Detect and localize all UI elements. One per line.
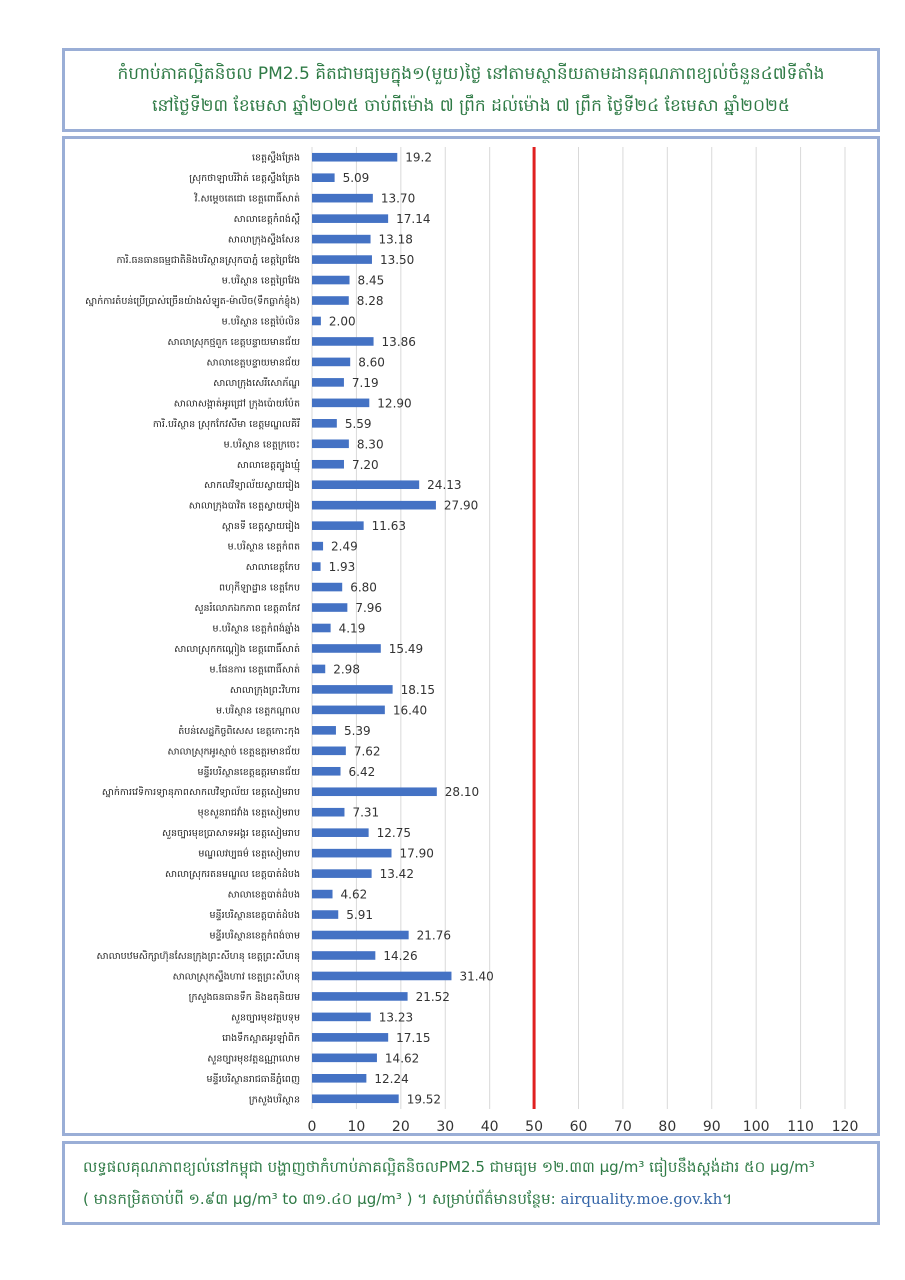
bar: [312, 910, 338, 919]
category-label: ស្រុកថាឡាបរិវ៉ាត់ ខេត្តស្ទឹងត្រែង: [189, 173, 300, 185]
data-label: 27.90: [443, 498, 479, 513]
bar: [312, 1033, 388, 1042]
bar: [312, 624, 331, 633]
bar: [312, 1013, 371, 1022]
bar: [312, 767, 341, 776]
data-label: 2.98: [333, 662, 360, 677]
bar: [312, 849, 392, 858]
data-label: 13.42: [379, 867, 414, 882]
category-label: សួនច្បារមុខវត្តឧណ្ណាលោម: [207, 1053, 300, 1065]
data-label: 8.45: [357, 273, 385, 288]
category-label: ម.បរិស្ថាន ខេត្តព្រៃវែង: [221, 275, 300, 287]
bar: [312, 153, 397, 162]
category-label: សួនច្បារមុខវត្តបទុម: [230, 1012, 300, 1024]
data-label: 7.20: [351, 457, 379, 472]
bar: [312, 603, 347, 612]
bar: [312, 583, 342, 592]
bar: [312, 951, 375, 960]
bar: [312, 1054, 377, 1063]
chart-title-box: [62, 48, 880, 132]
summary-line-1: លទ្ធផលគុណភាពខ្យល់នៅកម្ពុជា បង្ហាញថាកំហាប់ភាគល្អិតនិចលPM2.5 ជាមធ្យម ១២.៣៣ µg/m³ ធៀបនឹងស្តង់ដារ ៥០ µg/m³: [83, 1158, 815, 1176]
bar: [312, 439, 349, 448]
category-label: ការិ.បរិស្ថាន ស្រុកកែវសីមា ខេត្តមណ្ឌលគិរី: [152, 418, 300, 430]
summary-box: [62, 1141, 880, 1225]
bar: [312, 317, 321, 326]
bar: [312, 869, 372, 878]
category-label: សាលាក្រុងព្រះវិហារ: [229, 684, 300, 696]
data-label: 5.09: [342, 171, 370, 186]
bar: [312, 1094, 399, 1103]
bar: [312, 214, 388, 223]
bar: [312, 276, 350, 285]
data-label: 4.62: [340, 887, 368, 902]
category-label: សាលាសង្កាត់អូរជ្រៅ ក្រុងប៉ោយប៉ែត: [173, 398, 300, 410]
x-tick-label: 50: [525, 1119, 543, 1133]
x-tick-label: 110: [787, 1119, 814, 1133]
bar: [312, 235, 371, 244]
data-label: 11.63: [371, 519, 407, 534]
category-label: ម.បរិស្ថាន ខេត្តកំពង់ឆ្នាំង: [212, 623, 300, 635]
bar: [312, 726, 336, 735]
bar: [312, 501, 436, 510]
category-label: សាលាខេត្តកែប: [245, 562, 300, 574]
bar: [312, 378, 344, 387]
category-label: សាលាក្រុងបាវិត ខេត្តស្វាយរៀង: [188, 500, 300, 512]
category-label: សាលាស្រុកថ្មពួក ខេត្តបន្ទាយមានជ័យ: [167, 336, 300, 348]
category-label: ម.បរិស្ថាន ខេត្តក្រចេះ: [223, 439, 300, 451]
x-tick-label: 0: [307, 1119, 317, 1133]
data-label: 7.31: [352, 805, 380, 820]
x-tick-label: 30: [436, 1119, 455, 1133]
data-label: 13.70: [380, 191, 416, 206]
category-label: ស្នាក់ការតំបន់ប្រើប្រាស់ច្រើនយ៉ាងសំឡូត-ម៉ាលិច(ទឹកធ្លាក់ខ្ញុំង): [85, 296, 300, 308]
bar: [312, 255, 372, 264]
data-label: 12.90: [377, 396, 412, 411]
category-label: ម.បរិស្ថាន ខេត្តកណ្តាល: [216, 705, 300, 717]
category-label: សាលាក្រុងស្ទឹងសែន: [227, 234, 300, 246]
data-label: 17.15: [396, 1030, 431, 1045]
bar: [312, 173, 335, 182]
category-label: សាលាខេត្តកំពង់ស្ពឺ: [233, 214, 300, 226]
bar: [312, 194, 373, 203]
bar: [312, 521, 364, 530]
x-tick-label: 80: [658, 1119, 677, 1133]
data-label: 12.24: [374, 1071, 409, 1086]
bar: [312, 562, 321, 571]
bar: [312, 460, 344, 469]
data-label: 7.96: [355, 601, 383, 616]
data-label: 5.59: [344, 416, 372, 431]
data-label: 14.62: [384, 1051, 420, 1066]
category-label: មន្ទីរបរិស្ថានខេត្តឧត្តរមានជ័យ: [197, 766, 300, 778]
category-label: វិ.សម្តេចតេជោ ខេត្តពោធិ៍សាត់: [194, 193, 300, 205]
category-label: ម.បរិស្ថាន ខេត្តប៉ៃលិន: [221, 316, 300, 328]
bar: [312, 644, 381, 653]
data-label: 7.62: [353, 744, 381, 759]
category-label: ស្ពានទី ខេត្តស្វាយរៀង: [221, 521, 300, 533]
chart-title-line-1: កំហាប់ភាគល្អិតនិចល PM2.5 គិតជាមធ្យមក្នុង១(មួយ)ថ្ងៃ នៅតាមស្ថានីយតាមដានគុណភាពខ្យល់ចំនួន៤៧ទីតាំង: [117, 64, 825, 84]
category-label: ក្រសួងធនធានទឹក និងឧតុនិយម: [188, 991, 300, 1003]
category-label: តំបន់សេដ្ឋកិច្ចពិសេស ខេត្តកោះកុង: [178, 725, 300, 737]
bar: [312, 419, 337, 428]
bar-chart-panel: [62, 136, 880, 1136]
category-label: សាលាស្រុកស្ទឹងហាវ ខេត្តព្រះសីហនុ: [172, 971, 300, 983]
category-label: សាលាស្រុករតនមណ្ឌល ខេត្តបាត់ដំបង: [164, 869, 300, 881]
data-label: 16.40: [392, 703, 428, 718]
x-tick-label: 120: [831, 1119, 859, 1133]
data-label: 2.49: [331, 539, 358, 554]
x-tick-label: 10: [347, 1119, 366, 1133]
data-label: 31.40: [459, 969, 494, 984]
x-tick-label: 40: [480, 1119, 499, 1133]
category-label: មុខសួនរាជវាំង ខេត្តសៀមរាប: [197, 807, 300, 819]
bar: [312, 747, 346, 756]
bar: [312, 685, 393, 694]
data-label: 8.30: [356, 437, 384, 452]
website-link[interactable]: airquality.moe.gov.kh: [560, 1190, 723, 1208]
x-tick-label: 90: [702, 1119, 721, 1133]
summary-end-mark: ។: [722, 1190, 733, 1208]
bar: [312, 1074, 366, 1083]
bar: [312, 808, 344, 817]
category-label: សាលាក្រុងសេរីសោភ័ណ្ឌ: [213, 377, 300, 389]
data-label: 6.80: [350, 580, 377, 595]
data-label: 24.13: [427, 478, 462, 493]
x-tick-label: 60: [569, 1119, 588, 1133]
data-label: 6.42: [348, 764, 376, 779]
data-label: 21.52: [415, 989, 450, 1004]
category-label: សួនរំលោភឯកភាព ខេត្តតាកែវ: [194, 603, 300, 615]
data-label: 13.18: [378, 232, 413, 247]
bar: [312, 972, 451, 981]
bar: [312, 480, 419, 489]
bar: [312, 890, 333, 899]
x-tick-label: 70: [614, 1119, 632, 1133]
bar: [312, 828, 369, 837]
data-label: 2.00: [328, 314, 356, 329]
data-label: 7.19: [351, 375, 379, 390]
chart-title-line-2: នៅថ្ងៃទី២៣ ខែមេសា ឆ្នាំ២០២៥ ចាប់ពីម៉ោង ៧ ព្រឹក ដល់ម៉ោង ៧ ព្រឹក ថ្ងៃទី២៤ ខែមេសា ឆ្នាំ២០២៥: [152, 96, 790, 116]
summary-range-text: ( មានកម្រិតចាប់ពី ១.៩៣ µg/m³ to ៣១.៤០ µg/m³ ) ។ សម្រាប់ព័ត៌មានបន្ថែម:: [83, 1190, 561, 1208]
category-label: សាលាបឋមសិក្សាហ៊ុនសែនក្រុងព្រះសីហនុ ខេត្តព្រះសីហនុ: [96, 950, 300, 962]
data-label: 12.75: [376, 826, 411, 841]
bar: [312, 399, 369, 408]
bar: [312, 358, 350, 367]
category-label: ពហុកីឡាដ្ឋាន ខេត្តកែប: [219, 582, 300, 594]
category-label: ក្រសួងបរិស្ថាន: [248, 1094, 300, 1106]
category-label: ស្នាក់ការវេទិការទ្យានុភាពសាកលវិទ្យាល័យ ខេត្តសៀមរាប: [101, 787, 300, 799]
bar: [312, 542, 323, 551]
category-label: សួនច្បារមុខប្រាសាទអង្គរ ខេត្តសៀមរាប: [161, 828, 300, 840]
category-label: ការិ.ធនធានធម្មជាតិនិងបរិស្ថានស្រុកបាភ្នំ ខេត្តព្រៃវែង: [116, 255, 300, 267]
category-label: សាកលវិទ្យាល័យស្វាយរៀង: [204, 480, 300, 492]
bar: [312, 931, 409, 940]
bar: [312, 992, 408, 1001]
category-label: សាលាស្រុកកណ្តៀង ខេត្តពោធិ៍សាត់: [174, 643, 300, 655]
category-label: ម.បរិស្ថាន ខេត្តកំពត: [227, 541, 300, 553]
bar: [312, 665, 325, 674]
data-label: 8.28: [356, 294, 384, 309]
data-label: 19.2: [405, 150, 432, 165]
summary-line-2: [83, 1190, 732, 1212]
category-label: មណ្ឌលវប្បធម៌ ខេត្តសៀមរាប: [198, 848, 300, 860]
data-label: 17.14: [396, 212, 431, 227]
category-label: សាលាខេត្តត្បូងឃ្មុំ: [236, 459, 300, 471]
bar: [312, 787, 437, 796]
data-label: 21.76: [416, 928, 452, 943]
data-label: 13.86: [381, 334, 416, 349]
category-label: មន្ទីរបរិស្ថានខេត្តបាត់ដំបង: [209, 910, 300, 922]
data-label: 17.90: [399, 846, 434, 861]
data-label: 15.49: [388, 641, 424, 656]
data-label: 8.60: [358, 355, 385, 370]
category-label: ម.ផែនការ ខេត្តពោធិ៍សាត់: [209, 664, 300, 676]
category-label: មន្ទីរបរិស្ថានរាជធានីភ្នំពេញ: [206, 1073, 300, 1085]
category-label: សាលាស្រុកអូរស្មាច់ ខេត្តឧត្តរមានជ័យ: [167, 746, 300, 758]
data-label: 5.39: [343, 723, 371, 738]
data-label: 1.93: [328, 560, 356, 575]
x-tick-label: 100: [742, 1119, 770, 1133]
data-label: 19.52: [406, 1092, 442, 1107]
data-label: 18.15: [400, 682, 435, 697]
data-label: 5.91: [346, 908, 373, 923]
category-label: សាលាខេត្តបន្ទាយមានជ័យ: [206, 357, 300, 369]
category-label: រោងទឹកស្អាតអូរឡាំពិក: [222, 1032, 300, 1044]
x-tick-label: 20: [391, 1119, 410, 1133]
category-label: មន្ទីរបរិស្ថានខេត្តកំពង់ចាម: [209, 930, 300, 942]
data-label: 13.23: [378, 1010, 414, 1025]
data-label: 4.19: [338, 621, 366, 636]
data-label: 14.26: [383, 948, 418, 963]
bar: [312, 337, 374, 346]
category-label: សាលាខេត្តបាត់ដំបង: [227, 889, 300, 901]
data-label: 13.50: [379, 253, 415, 268]
bar-chart: [65, 139, 877, 1133]
category-label: ខេត្តស្ទឹងត្រែង: [251, 152, 300, 164]
data-label: 28.10: [444, 785, 480, 800]
bar: [312, 296, 349, 305]
bar: [312, 706, 385, 715]
